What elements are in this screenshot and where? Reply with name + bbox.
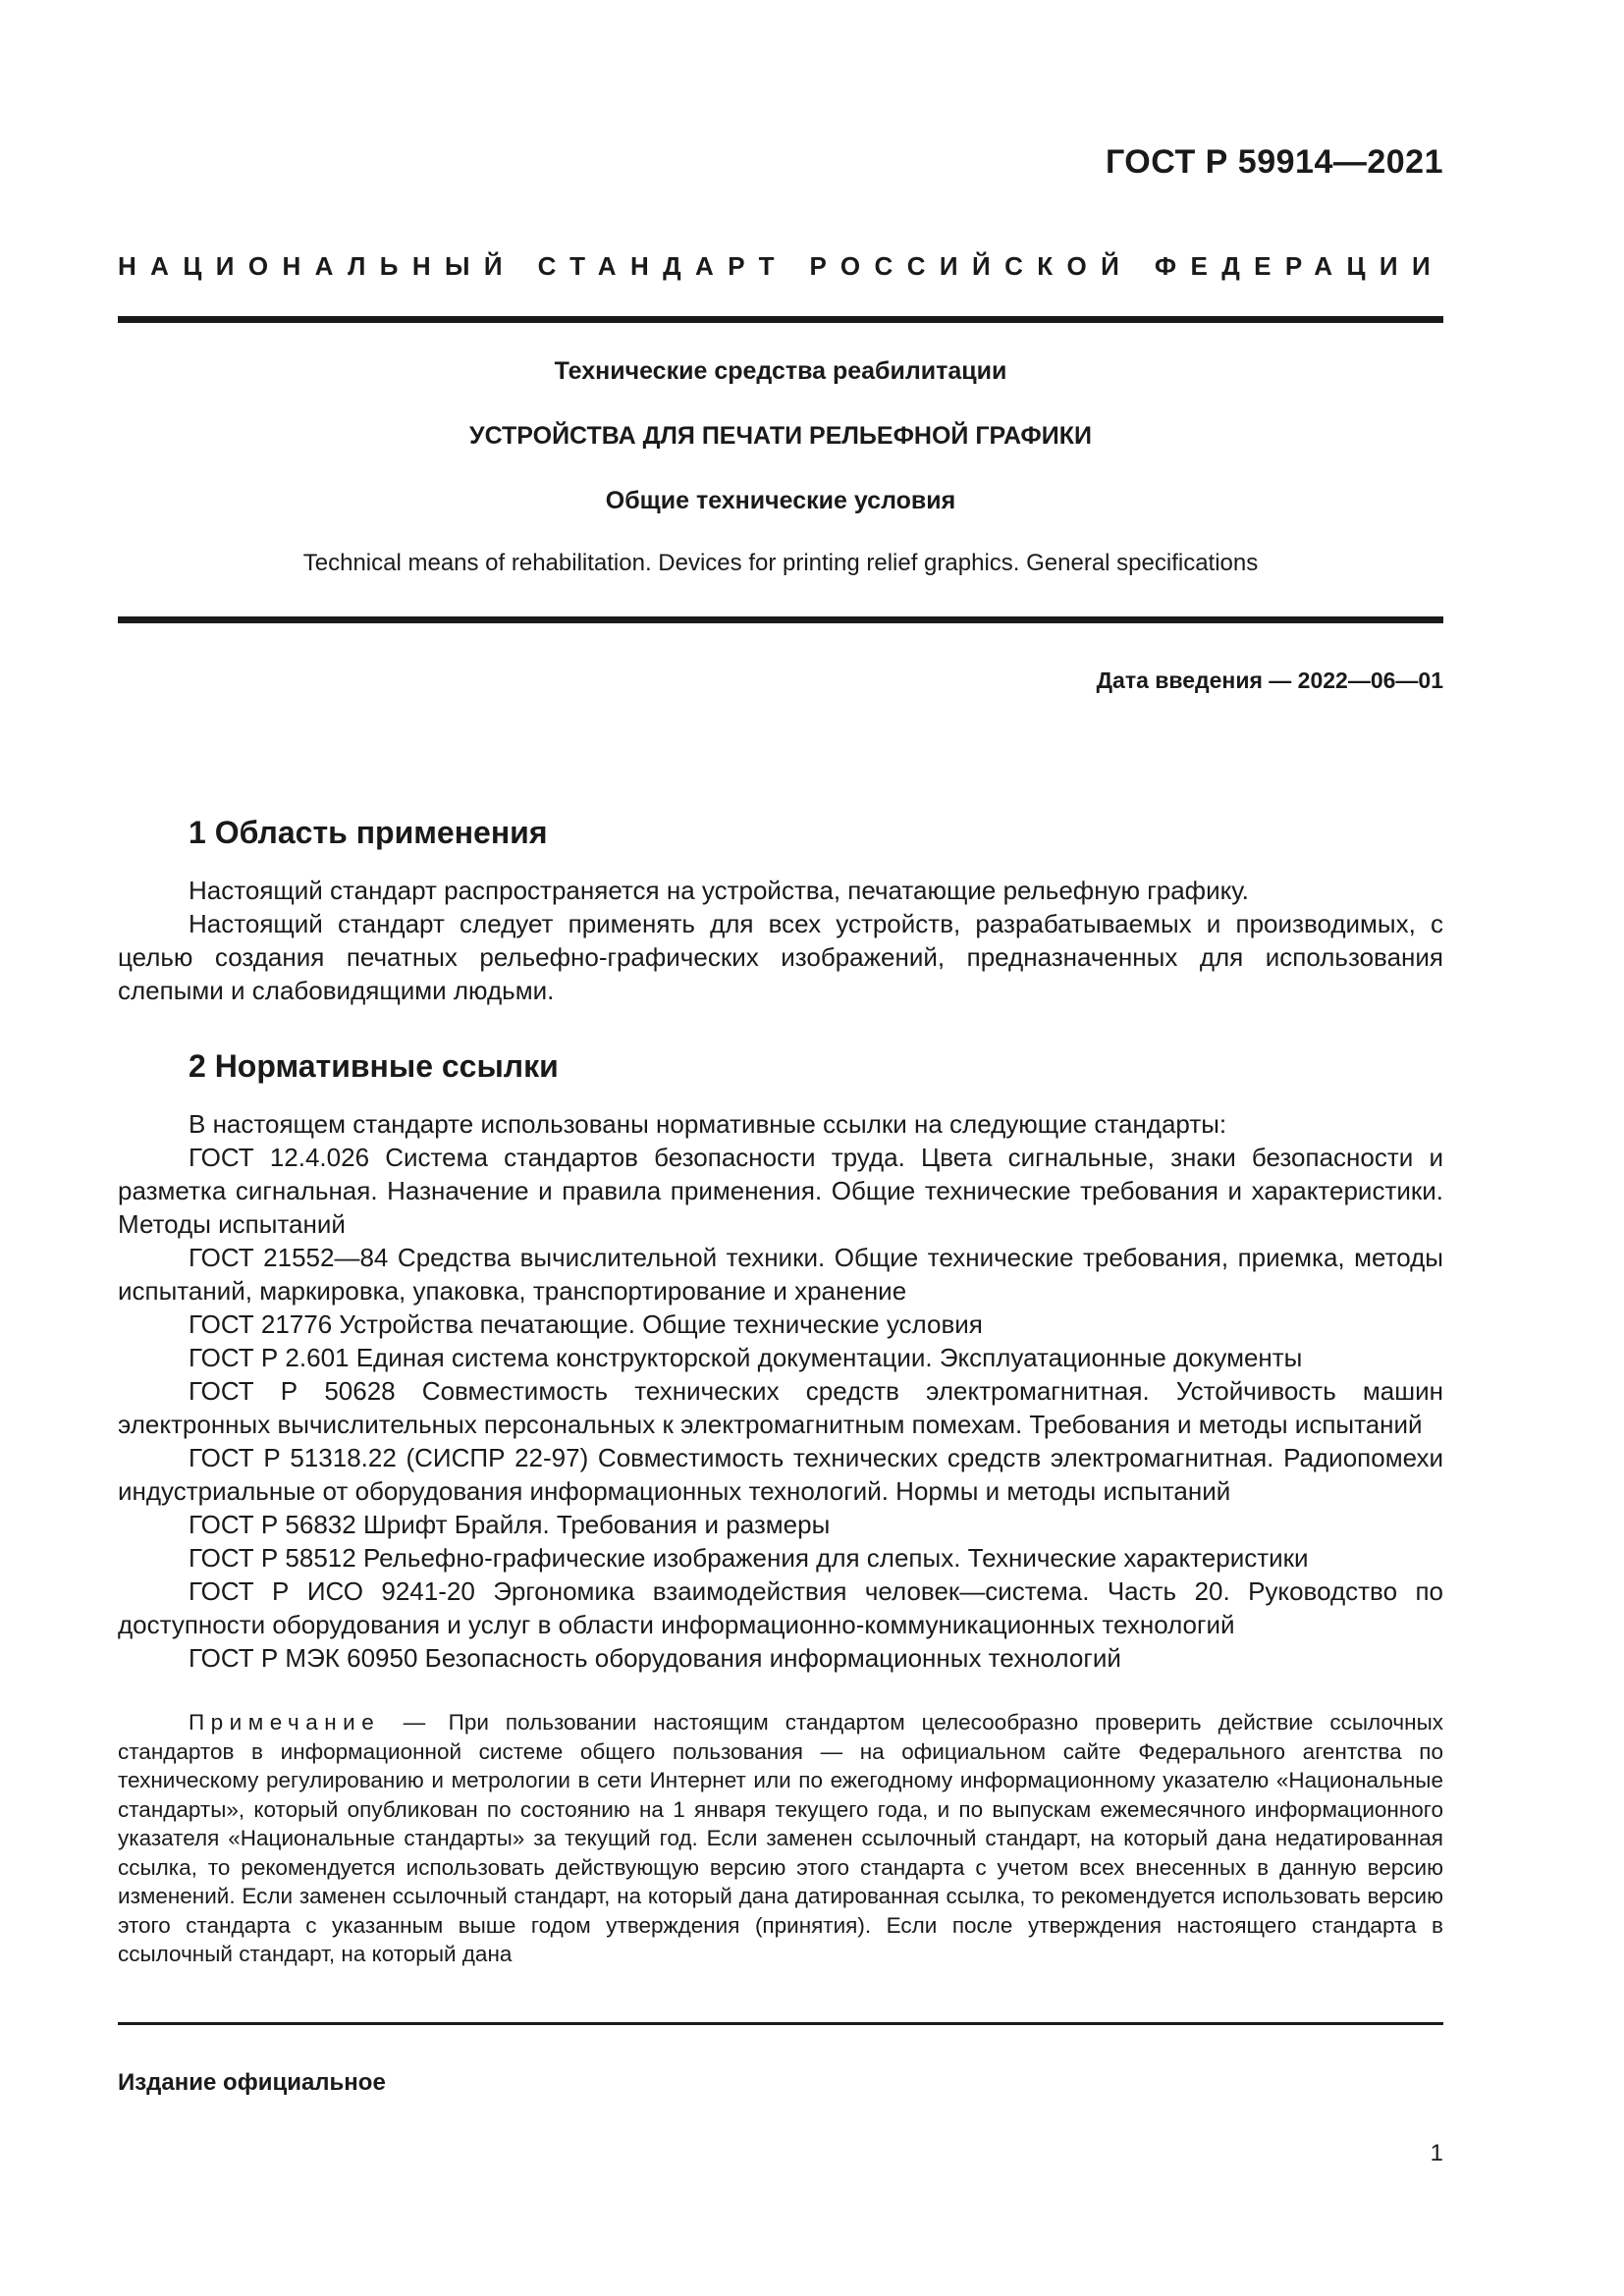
reference-item: ГОСТ Р 50628 Совместимость технических средств электромагнитная. Устойчивость машин электронных вычислительных персональных к электромагнитным помехам. Требования и методы испытаний <box>118 1376 1443 1439</box>
reference-item: ГОСТ 12.4.026 Система стандартов безопасности труда. Цвета сигнальные, знаки безопасности и разметка сигнальная. Назначение и правила применения. Общие технические требования и характеристики. Методы испытаний <box>118 1143 1443 1239</box>
reference-item: ГОСТ 21552—84 Средства вычислительной техники. Общие технические требования, приемка, методы испытаний, маркировка, упаковка, транспортирование и хранение <box>118 1243 1443 1306</box>
reference-item: ГОСТ Р 2.601 Единая система конструкторской документации. Эксплуатационные документы <box>189 1343 1303 1372</box>
document-code: ГОСТ Р 59914—2021 <box>1105 143 1443 181</box>
title-english: Technical means of rehabilitation. Devices for printing relief graphics. General specifications <box>302 550 1259 576</box>
footer-divider <box>118 2022 1443 2025</box>
page-number: 1 <box>1430 2140 1443 2166</box>
title-line-3: Общие технические условия <box>605 487 956 514</box>
edition-label: Издание официальное <box>118 2069 386 2096</box>
reference-item: ГОСТ Р 56832 Шрифт Брайля. Требования и размеры <box>189 1510 831 1539</box>
section-2-intro: В настоящем стандарте использованы нормативные ссылки на следующие стандарты: <box>189 1109 1227 1139</box>
section-1-body <box>118 874 1443 1007</box>
section-2-body <box>118 1107 1443 1675</box>
title-divider <box>118 616 1443 623</box>
introduction-date: Дата введения — 2022—06—01 <box>1096 667 1443 693</box>
section-1-paragraph: Настоящий стандарт следует применять для всех устройств, разрабатываемых и производимых, с целью создания печатных рельефно-графических изображений, предназначенных для использования слепыми и слабовидящими людьми. <box>118 909 1443 1005</box>
document-page <box>118 0 1443 2296</box>
note <box>118 1708 1443 1969</box>
standard-name: НАЦИОНАЛЬНЫЙ СТАНДАРТ РОССИЙСКОЙ ФЕДЕРАЦИИ <box>118 251 1445 281</box>
reference-item: ГОСТ Р ИСО 9241-20 Эргономика взаимодействия человек—система. Часть 20. Руководство по доступности оборудования и услуг в области информационно-коммуникационных технологий <box>118 1576 1443 1639</box>
reference-item: ГОСТ Р МЭК 60950 Безопасность оборудования информационных технологий <box>189 1643 1121 1673</box>
title-line-2: УСТРОЙСТВА ДЛЯ ПЕЧАТИ РЕЛЬЕФНОЙ ГРАФИКИ <box>469 422 1092 450</box>
reference-item: ГОСТ Р 58512 Рельефно-графические изображения для слепых. Технические характеристики <box>189 1543 1309 1573</box>
note-text: При пользовании настоящим стандартом целесообразно проверить действие ссылочных стандартов в информационной системе общего пользования — на официальном сайте Федерального агентства по техническому регулированию и метрологии в сети Интернет или по ежегодному информационному указателю «Национальные стандарты», который опубликован по состоянию на 1 января текущего года, и по выпускам ежемесячного информационного указателя «Национальные стандарты» за текущий год. Если заменен ссылочный стандарт, на который дана недатированная ссылка, то рекомендуется использовать действующую версию этого стандарта с учетом всех внесенных в данную версию изменений. Если заменен ссылочный стандарт, на который дана датированная ссылка, то рекомендуется использовать версию этого стандарта с указанным выше годом утверждения (принятия). Если после утверждения настоящего стандарта в ссылочный стандарт, на который дана <box>118 1710 1443 1966</box>
section-1-heading: 1 Область применения <box>189 815 548 850</box>
header-divider <box>118 316 1443 323</box>
section-2-heading: 2 Нормативные ссылки <box>189 1048 559 1084</box>
reference-item: ГОСТ Р 51318.22 (СИСПР 22-97) Совместимость технических средств электромагнитная. Радиопомехи индустриальные от оборудования информационных технологий. Нормы и методы испытаний <box>118 1443 1443 1506</box>
section-1-paragraph: Настоящий стандарт распространяется на устройства, печатающие рельефную графику. <box>189 876 1249 905</box>
title-line-1: Технические средства реабилитации <box>554 357 1007 385</box>
note-label: Примечание — <box>189 1710 432 1735</box>
reference-item: ГОСТ 21776 Устройства печатающие. Общие технические условия <box>189 1309 983 1339</box>
